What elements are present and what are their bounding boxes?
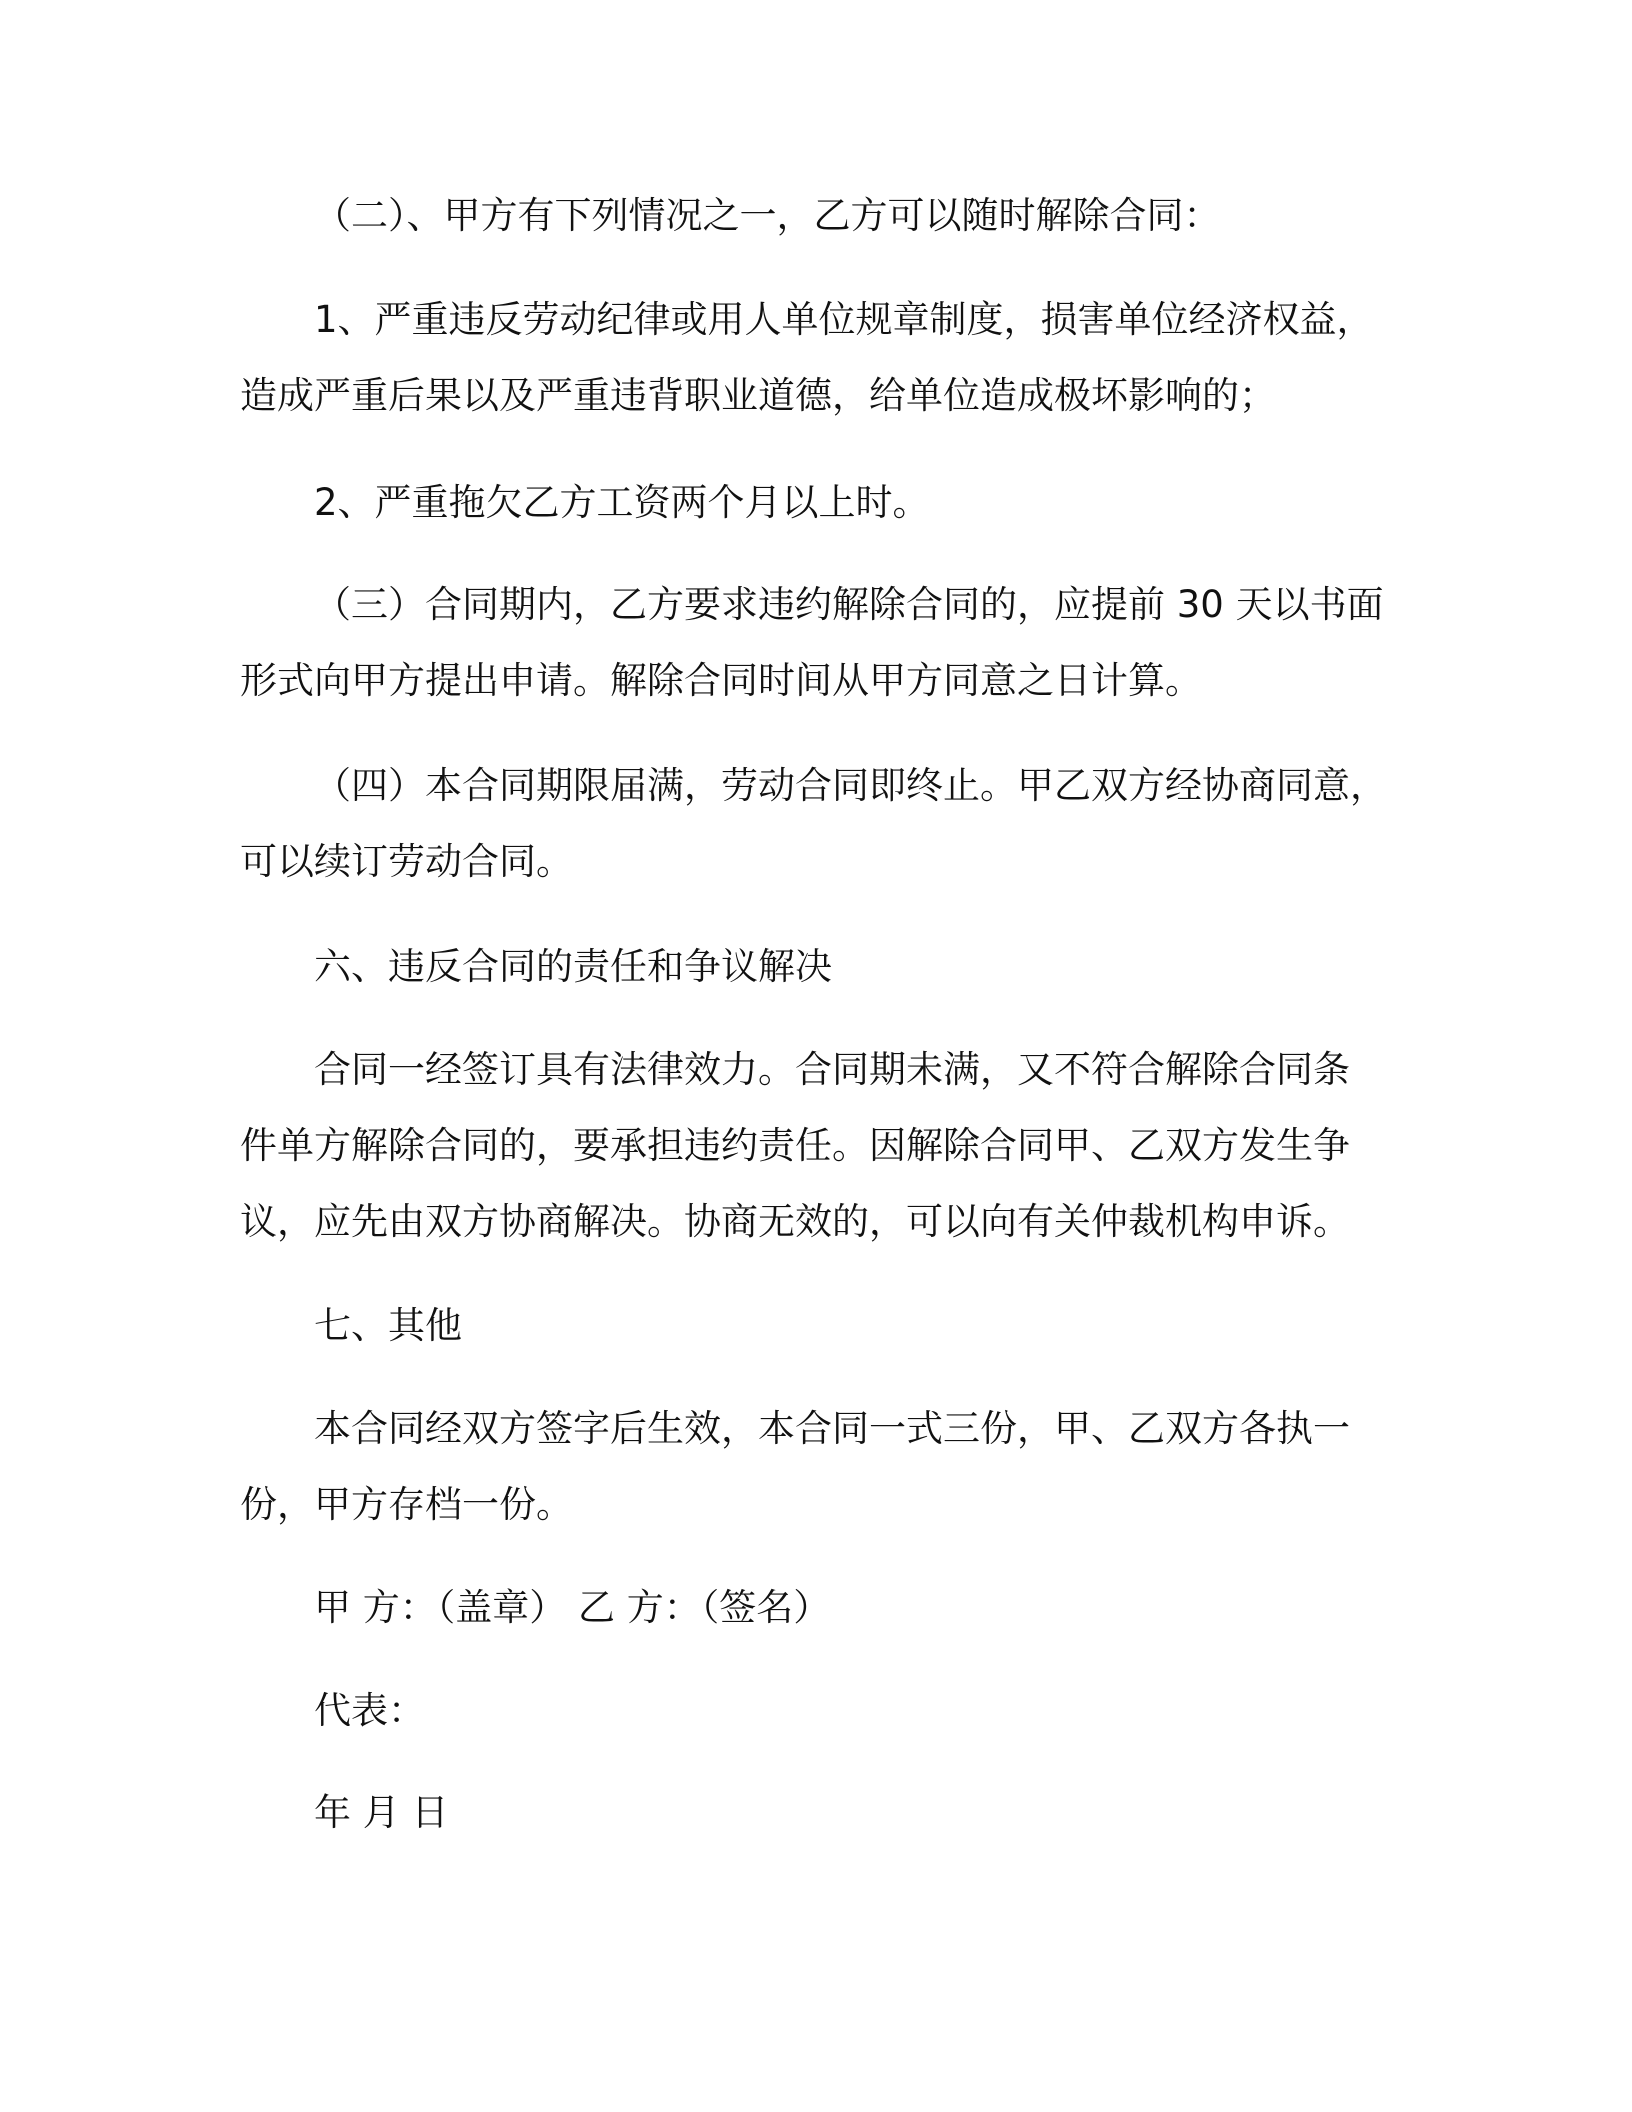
text-line: 造成严重后果以及严重违背职业道德，给单位造成极坏影响的；	[240, 374, 1276, 417]
text-line: （三）合同期内，乙方要求违约解除合同的，应提前 30 天以书面	[314, 583, 1384, 626]
paragraph-liability	[240, 1032, 1390, 1260]
paragraph-item-2	[240, 465, 1390, 541]
text-line: 议，应先由双方协商解决。协商无效的，可以向有关仲裁机构申诉。	[240, 1200, 1350, 1243]
text-line: 合同一经签订具有法律效力。合同期未满，又不符合解除合同条	[314, 1048, 1350, 1091]
text-line: 份，甲方存档一份。	[240, 1483, 573, 1526]
section-heading-6	[240, 929, 1390, 1005]
text-line: 件单方解除合同的，要承担违约责任。因解除合同甲、乙双方发生争	[240, 1124, 1350, 1167]
text-line: 2、严重拖欠乙方工资两个月以上时。	[314, 481, 930, 524]
text-line: 本合同经双方签字后生效，本合同一式三份，甲、乙双方各执一	[314, 1407, 1350, 1450]
paragraph-other	[240, 1391, 1390, 1543]
signature-date	[240, 1775, 1390, 1851]
text-line: 甲 方：（盖章） 乙 方：（签名）	[314, 1586, 831, 1629]
text-line: 1、严重违反劳动纪律或用人单位规章制度，损害单位经济权益，	[314, 298, 1374, 341]
heading-line: 七、其他	[314, 1304, 462, 1347]
signature-parties	[240, 1570, 1390, 1646]
text-line: （四）本合同期限届满，劳动合同即终止。甲乙双方经协商同意，	[314, 764, 1387, 807]
paragraph-clause-3	[240, 567, 1390, 719]
text-line: 年 月 日	[314, 1791, 449, 1834]
signature-representative	[240, 1673, 1390, 1749]
paragraph-item-1	[240, 282, 1390, 434]
text-line: （二）、甲方有下列情况之一，乙方可以随时解除合同：	[314, 194, 1221, 237]
text-line: 可以续订劳动合同。	[240, 840, 573, 883]
section-heading-7	[240, 1288, 1390, 1364]
text-line: 代表：	[314, 1689, 425, 1732]
paragraph-clause-4	[240, 748, 1390, 900]
paragraph-clause-2	[240, 178, 1390, 254]
heading-line: 六、违反合同的责任和争议解决	[314, 945, 832, 988]
text-line: 形式向甲方提出申请。解除合同时间从甲方同意之日计算。	[240, 659, 1202, 702]
